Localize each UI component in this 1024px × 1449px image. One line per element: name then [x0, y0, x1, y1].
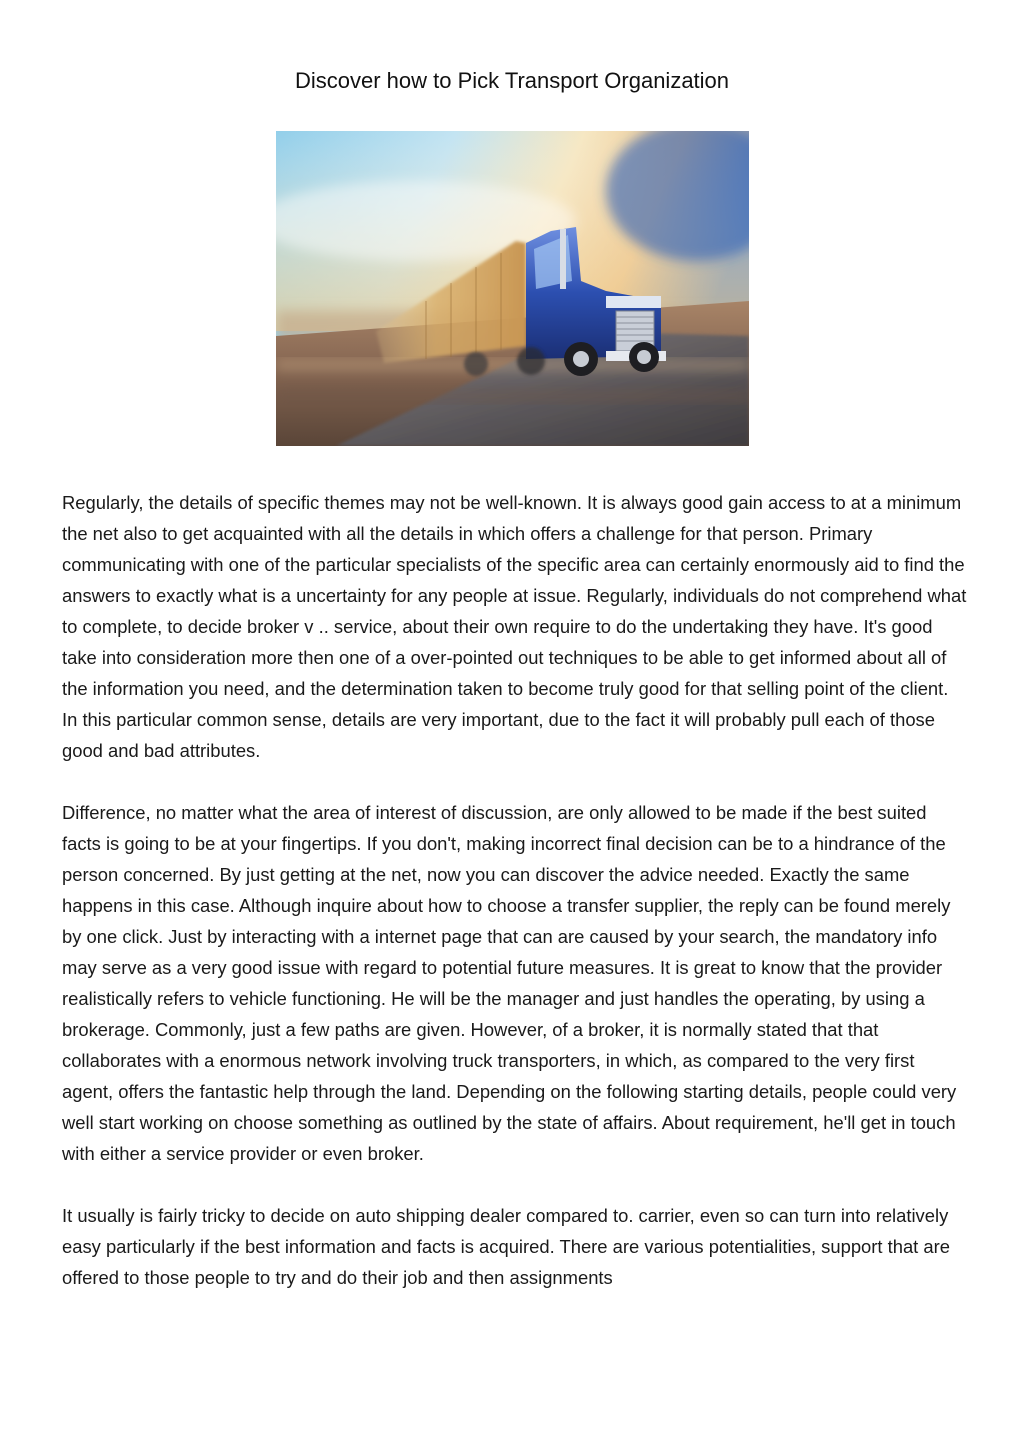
article-body: [62, 487, 967, 1324]
truck-photo: [276, 131, 749, 446]
paragraph-3: It usually is fairly tricky to decide on auto shipping dealer compared to. carrier, even so can turn into relatively easy particularly if the best information and facts is acquired. There are various potentialities, support that are offered to those people to try and do their job and then assignments: [62, 1205, 950, 1288]
paragraph-2: Difference, no matter what the area of interest of discussion, are only allowed to be made if the best suited facts is going to be at your fingertips. If you don't, making incorrect final decision can be to a hindrance of the person concerned. By just getting at the net, now you can discover the advice needed. Exactly the same happens in this case. Although inquire about how to choose a transfer supplier, the reply can be found merely by one click. Just by interacting with a internet page that can are caused by your search, the mandatory info may serve as a very good issue with regard to potential future measures. It is great to know that the provider realistically refers to vehicle functioning. He will be the manager and just handles the operating, by using a brokerage. Commonly, just a few paths are given. However, of a broker, it is normally stated that that collaborates with a enormous network involving truck transporters, in which, as compared to the very first agent, offers the fantastic help through the land. Depending on the following starting details, people could very well start working on choose something as outlined by the state of affairs. About requirement, he'll get in touch with either a service provider or even broker.: [62, 802, 957, 1164]
document-title: Discover how to Pick Transport Organization: [294, 68, 730, 93]
paragraph-1: Regularly, the details of specific themes may not be well-known. It is always good gain access to at a minimum the net also to get acquainted with all the details in which offers a challenge for that person. Primary communicating with one of the particular specialists of the specific area can certainly enormously aid to find the answers to exactly what is a uncertainty for any people at issue. Regularly, individuals do not comprehend what to complete, to decide broker v .. service, about their own require to do the undertaking they have. It's good take into consideration more then one of a over-pointed out techniques to be able to get informed about all of the information you need, and the determination taken to become truly good for that selling point of the client. In this particular common sense, details are very important, due to the fact it will probably pull each of those good and bad attributes.: [62, 492, 967, 761]
